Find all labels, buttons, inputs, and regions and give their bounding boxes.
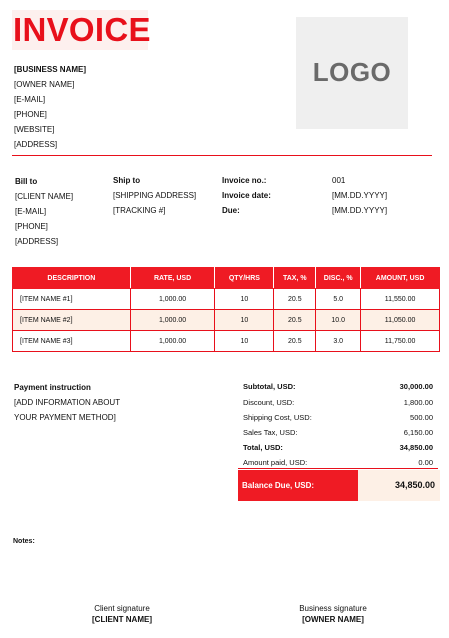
item-discount: 5.0 <box>316 289 361 310</box>
client-signature-caption: Client signature <box>94 604 150 613</box>
sales-tax-label: Sales Tax, USD: <box>243 428 298 437</box>
payment-heading: Payment instruction <box>14 383 91 392</box>
due-label: Due: <box>222 206 240 215</box>
balance-due-value: 34,850.00 <box>394 480 435 490</box>
total-row <box>243 443 433 453</box>
bill-to-email: [E-MAIL] <box>15 207 47 216</box>
item-amount: 11,550.00 <box>361 289 440 310</box>
bill-to-address: [ADDRESS] <box>15 237 59 246</box>
item-discount: 10.0 <box>316 310 361 331</box>
logo-text: LOGO <box>312 57 392 87</box>
item-description: [ITEM NAME #2] <box>13 310 131 331</box>
bill-to-block <box>15 177 73 252</box>
totals-divider <box>238 468 438 469</box>
invoice-no-value: 001 <box>332 176 346 185</box>
shipping-value: 500.00 <box>410 413 433 422</box>
business-signature-name: [OWNER NAME] <box>302 615 364 624</box>
amount-paid-row <box>243 458 433 468</box>
item-qty: 10 <box>215 289 274 310</box>
bill-to-heading: Bill to <box>15 177 38 186</box>
bill-to-client: [CLIENT NAME] <box>15 192 74 201</box>
ship-to-heading: Ship to <box>113 176 141 185</box>
amount-paid-label: Amount paid, USD: <box>243 458 308 467</box>
discount-row <box>243 398 433 408</box>
ship-to-address: [SHIPPING ADDRESS] <box>113 191 197 200</box>
ship-to-tracking: [TRACKING #] <box>113 206 166 215</box>
item-description: [ITEM NAME #1] <box>13 289 131 310</box>
shipping-row <box>243 413 433 423</box>
item-qty: 10 <box>215 331 274 352</box>
subtotal-label: Subtotal, USD: <box>243 382 296 391</box>
header-divider <box>12 155 432 156</box>
payment-line-1: [ADD INFORMATION ABOUT <box>14 398 121 407</box>
business-email: [E-MAIL] <box>14 95 46 104</box>
business-phone: [PHONE] <box>14 110 47 119</box>
business-info <box>14 65 86 155</box>
item-qty: 10 <box>215 310 274 331</box>
discount-label: Discount, USD: <box>243 398 295 407</box>
item-amount: 11,050.00 <box>361 310 440 331</box>
business-website: [WEBSITE] <box>14 125 55 134</box>
col-qty: QTY/HRS <box>215 268 274 289</box>
sales-tax-row <box>243 428 433 438</box>
invoice-date-label: Invoice date: <box>222 191 271 200</box>
item-rate: 1,000.00 <box>130 289 215 310</box>
client-signature-name: [CLIENT NAME] <box>92 615 152 624</box>
shipping-label: Shipping Cost, USD: <box>243 413 312 422</box>
table-row <box>13 289 440 310</box>
col-tax: TAX, % <box>274 268 316 289</box>
subtotal-value: 30,000.00 <box>399 382 433 391</box>
table-row <box>13 331 440 352</box>
balance-due-label: Balance Due, USD: <box>242 481 315 490</box>
amount-paid-value: 0.00 <box>418 458 433 467</box>
payment-block <box>14 383 120 428</box>
total-label: Total, USD: <box>243 443 283 452</box>
item-rate: 1,000.00 <box>130 310 215 331</box>
business-address: [ADDRESS] <box>14 140 58 149</box>
owner-name: [OWNER NAME] <box>14 80 75 89</box>
notes-label: Notes: <box>13 538 35 545</box>
invoice-title: INVOICE <box>13 11 151 48</box>
discount-value: 1,800.00 <box>403 398 433 407</box>
payment-line-2: YOUR PAYMENT METHOD] <box>14 413 116 422</box>
invoice-date-value: [MM.DD.YYYY] <box>332 191 388 200</box>
invoice-meta-values <box>332 176 387 221</box>
item-description: [ITEM NAME #3] <box>13 331 131 352</box>
due-value: [MM.DD.YYYY] <box>332 206 388 215</box>
col-amount: AMOUNT, USD <box>361 268 440 289</box>
col-discount: DISC., % <box>316 268 361 289</box>
business-signature-caption: Business signature <box>299 604 367 613</box>
items-table <box>12 267 440 352</box>
item-tax: 20.5 <box>274 310 316 331</box>
item-tax: 20.5 <box>274 331 316 352</box>
ship-to-block <box>113 176 196 221</box>
sales-tax-value: 6,150.00 <box>403 428 433 437</box>
table-header-row <box>13 268 440 289</box>
total-value: 34,850.00 <box>399 443 433 452</box>
table-row <box>13 310 440 331</box>
item-discount: 3.0 <box>316 331 361 352</box>
item-tax: 20.5 <box>274 289 316 310</box>
col-description: DESCRIPTION <box>13 268 131 289</box>
subtotal-row <box>243 382 433 392</box>
col-rate: RATE, USD <box>130 268 215 289</box>
bill-to-phone: [PHONE] <box>15 222 48 231</box>
business-name: [BUSINESS NAME] <box>14 65 87 74</box>
invoice-meta-labels <box>222 176 271 221</box>
invoice-no-label: Invoice no.: <box>222 176 267 185</box>
item-amount: 11,750.00 <box>361 331 440 352</box>
item-rate: 1,000.00 <box>130 331 215 352</box>
